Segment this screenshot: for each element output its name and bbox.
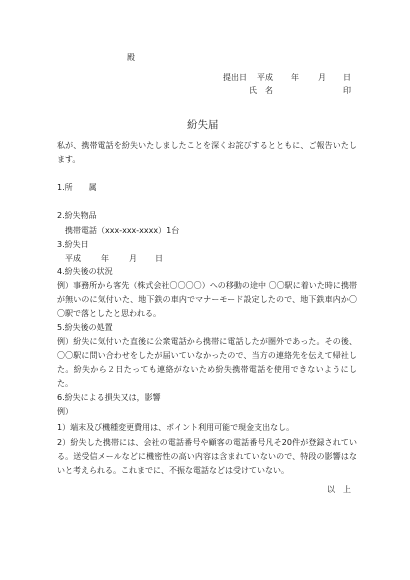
section-action-heading: 5.紛失後の処置 xyxy=(57,323,113,332)
submission-year-unit: 年 xyxy=(291,73,299,82)
impact-example-label: 例） xyxy=(57,407,73,416)
section-lost-item-heading: 2.紛失物品 xyxy=(57,211,97,220)
section-affiliation-heading: 1.所 属 xyxy=(57,183,97,192)
lost-date-era: 平成 xyxy=(65,254,81,263)
action-paragraph: 例）紛失に気付いた直後に公衆電話から携帯に電話したが圏外であった。その後、〇〇駅に問い合わせをしたが届いていなかったので、当方の連絡先を伝えて帰社した。紛失から２日たっても連絡がないため紛失携帯電話を使用できないようにした。 xyxy=(57,337,357,388)
submission-date-label: 提出日 xyxy=(223,73,247,82)
section-situation-heading: 4.紛失後の状況 xyxy=(57,267,113,276)
lost-date-month-unit: 月 xyxy=(129,254,137,263)
section-impact-heading: 6.紛失による損失又は，影響 xyxy=(57,393,161,402)
closing-mark: 以 上 xyxy=(327,485,351,494)
intro-paragraph: 私が、携帯電話を紛失いたしましたことを深くお詫びするとともに、ご報告いたします。 xyxy=(57,141,357,164)
submission-month-unit: 月 xyxy=(318,73,326,82)
addressee-suffix: 殿 xyxy=(127,53,135,62)
seal-mark: 印 xyxy=(343,86,351,95)
lost-item-detail: 携帯電話（xxx-xxx-xxxx）1台 xyxy=(65,226,180,235)
impact-item-1: 1）端末及び機種変更費用は、ポイント利用可能で現金支出なし。 xyxy=(57,423,295,432)
situation-paragraph: 例）事務所から客先（株式会社〇〇〇〇）への移動の途中 〇〇駅に着いた時に携帯が無いのに気付いた、地下鉄の車内でマナーモード設定したので、地下鉄車内か〇〇駅で落としたと思われる。 xyxy=(57,281,357,318)
impact-item-2: 2）紛失した携帯には、会社の電話番号や顧客の電話番号凡そ20件が登録されている。送受信メールなどに機密性の高い内容は含まれていないので、特段の影響はないと考えられる。これまでに、不振な電話などは受けていない。 xyxy=(57,438,357,475)
name-label: 氏 名 xyxy=(249,86,273,95)
section-lost-date-heading: 3.紛失日 xyxy=(57,240,89,249)
lost-date-day-unit: 日 xyxy=(155,254,163,263)
submission-day-unit: 日 xyxy=(343,73,351,82)
lost-date-year-unit: 年 xyxy=(101,254,109,263)
document-title: 紛失届 xyxy=(187,119,219,131)
submission-era: 平成 xyxy=(257,73,273,82)
